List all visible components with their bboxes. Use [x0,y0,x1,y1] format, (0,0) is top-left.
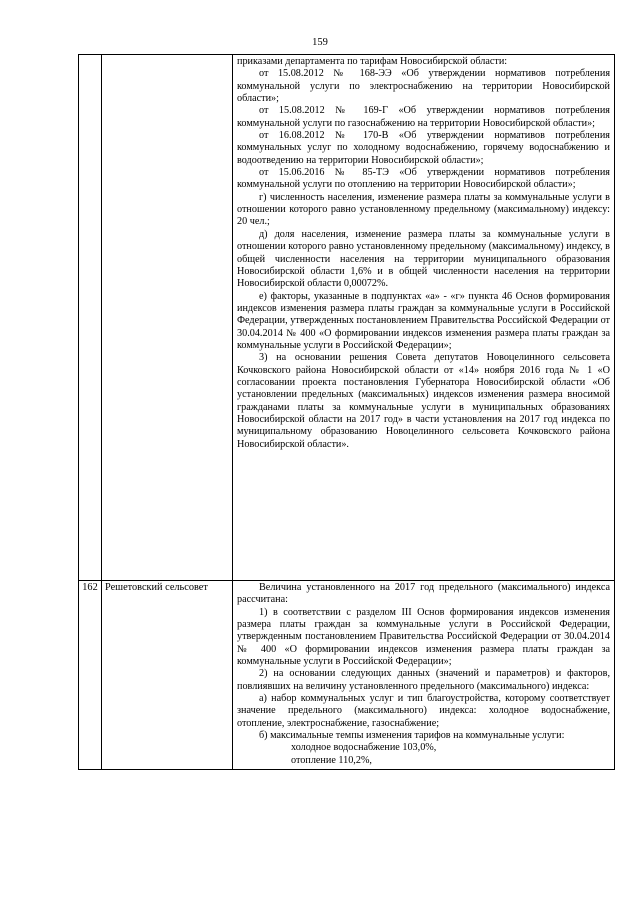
paragraph: 2) на основании следующих данных (значений и параметров) и факторов, повлиявших на величину установленного предельного (максимального) индекса: [237,668,610,692]
description-cell [233,581,615,770]
paragraph: от 15.06.2016 № 85-ТЭ «Об утверждении нормативов потребления коммунальной услуги по отоплению на территории Новосибирской области»; [237,167,610,191]
paragraph: а) набор коммунальных услуг и тип благоустройства, которому соответствует значение предельного (максимального) индекса: холодное водоснабжение, отопление, электроснабжение, газоснабжение; [237,693,610,729]
paragraph: от 15.08.2012 № 169-Г «Об утверждении нормативов потребления коммунальной услуги по газоснабжению на территории Новосибирской области»; [237,105,610,129]
paragraph: Величина установленного на 2017 год предельного (максимального) индекса рассчитана: [237,582,610,606]
municipality-name-cell [102,55,233,581]
paragraph: б) максимальные темпы изменения тарифов на коммунальные услуги: [259,730,565,742]
table-row [79,55,615,581]
paragraph: приказами департамента по тарифам Новосибирской области: [237,56,508,67]
paragraph: д) доля населения, изменение размера платы за коммунальные услуги в отношении которого равно установленному предельному (максимальному) индексу, в общей численности населения на территории муниципального образования Новосибирской области 1,6% и в общей численности населения на территории Новосибирской области 0,00072%. [237,228,610,290]
paragraph: отопление 110,2%, [291,754,372,766]
description-cell [233,55,615,581]
row-number-cell: 162 [79,581,102,770]
paragraph: 3) на основании решения Совета депутатов Новоцелинного сельсовета Кочковского района Новосибирской области от «14» ноября 2016 года № 1 «О согласовании проекта постановления Губернатора Новосибирской области «Об установлении предельных (максимальных) индексов изменения размера вносимой гражданами платы за коммунальные услуги в муниципальных образованиях Новосибирской области на 2017 год» в части установления на 2017 год индекса по муниципальному образованию Новоцелинного сельсовета Кочковского района Новосибирской области». [237,352,610,450]
row-number-cell [79,55,102,581]
page-number: 159 [312,37,328,48]
paragraph: от 16.08.2012 № 170-В «Об утверждении нормативов потребления коммунальных услуг по холодному водоснабжению, горячему водоснабжению и водоотведению на территории Новосибирской области»; [237,130,610,166]
paragraph: г) численность населения, изменение размера платы за коммунальные услуги в отношении которого равно установленному предельному (максимальному) индексу: 20 чел.; [237,191,610,228]
table-row [79,581,615,770]
paragraph: от 15.08.2012 № 168-ЭЭ «Об утверждении нормативов потребления коммунальной услуги по электроснабжению на территории Новосибирской области»; [237,68,610,105]
table-body [79,55,615,770]
document-table [78,54,615,770]
municipality-name-cell: Решетовский сельсовет [102,581,233,770]
paragraph: е) факторы, указанные в подпунктах «а» - «г» пункта 46 Основ формирования индексов изменения размера платы граждан за коммунальные услуги в Российской Федерации, утвержденных постановлением Правительства Российской Федерации от 30.04.2014 № 400 «О формировании индексов изменения размера платы граждан за коммунальные услуги в Российской Федерации»; [237,290,610,351]
paragraph: 1) в соответствии с разделом III Основ формирования индексов изменения размера платы граждан за коммунальные услуги в Российской Федерации, утвержденным постановлением Правительства Российской Федерации от 30.04.2014 № 400 «О формировании индексов изменения размера платы граждан за коммунальные услуги в Российской Федерации»; [237,606,610,668]
paragraph: холодное водоснабжение 103,0%, [291,742,437,754]
